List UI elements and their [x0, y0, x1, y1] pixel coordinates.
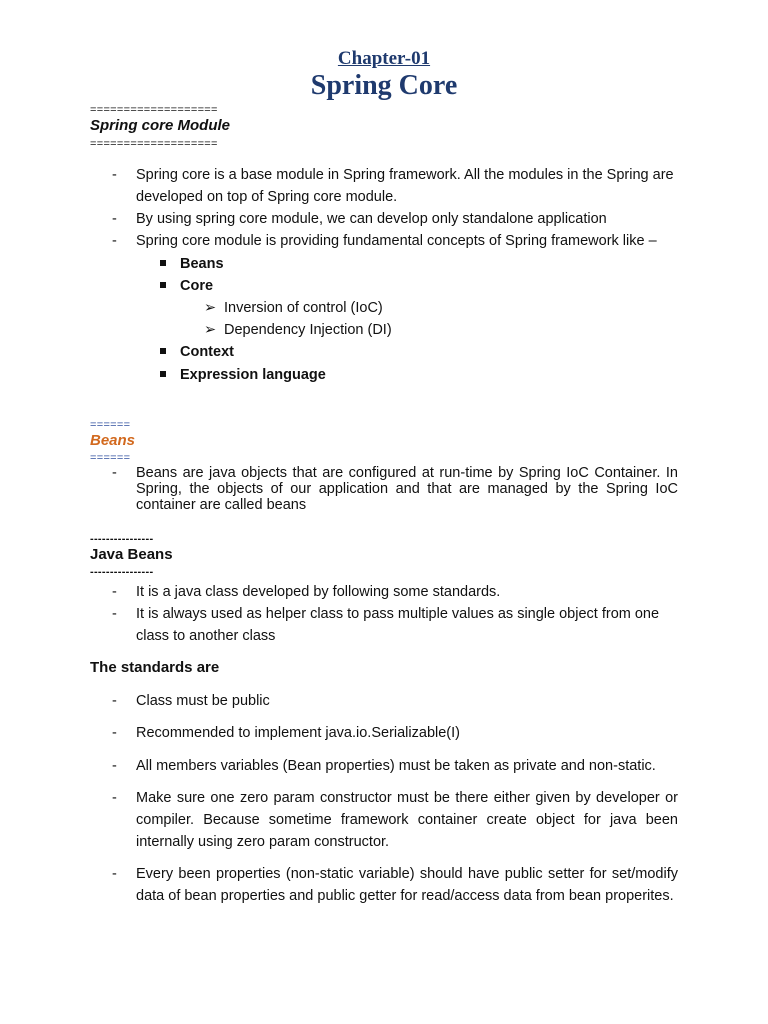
bullet-item — [160, 275, 213, 297]
list-item-text: Class must be public — [136, 693, 270, 709]
dash-marker: - — [112, 866, 117, 882]
arrow-bullet-icon: ➢ — [204, 322, 217, 338]
list-item-text: All members variables (Bean properties) must be taken as private and non-static. — [136, 758, 656, 774]
bullet-text: Beans — [180, 256, 224, 272]
sub-bullet-item — [204, 319, 392, 341]
list-item — [112, 164, 678, 208]
bullet-text: Expression language — [180, 367, 326, 383]
dash-marker: - — [112, 167, 117, 183]
section-rule: ====== — [90, 419, 131, 431]
square-bullet-icon — [160, 282, 166, 288]
sub-bullet-item — [204, 297, 383, 319]
section-rule: ---------------- — [90, 566, 154, 578]
bullet-item — [160, 253, 224, 275]
square-bullet-icon — [160, 371, 166, 377]
list-item — [112, 603, 678, 647]
bullet-item — [160, 364, 326, 386]
sub-bullet-text: Dependency Injection (DI) — [224, 322, 392, 338]
list-item — [112, 465, 678, 513]
dash-marker: - — [112, 584, 117, 600]
list-item-text: Every been properties (non-static variable) should have public setter for set/modify data of bean properties and public getter for read/access data from bean properites. — [136, 866, 678, 904]
list-item-text: It is a java class developed by following some standards. — [136, 584, 501, 600]
section-rule: ====== — [90, 452, 131, 464]
bullet-text: Core — [180, 278, 214, 294]
list-item-text: It is always used as helper class to pass multiple values as single object from one class to another class — [136, 606, 660, 644]
dash-marker: - — [112, 606, 117, 622]
section-rule: ---------------- — [90, 533, 154, 545]
section-heading-java-beans: Java Beans — [90, 546, 173, 563]
arrow-bullet-icon: ➢ — [204, 300, 217, 316]
dash-marker: - — [112, 693, 117, 709]
dash-marker: - — [112, 233, 117, 249]
list-item — [112, 863, 678, 929]
bullet-text: Context — [180, 344, 234, 360]
list-item — [112, 787, 678, 853]
list-item — [112, 208, 678, 230]
chapter-label: Chapter-01 — [337, 48, 431, 69]
list-item-text: Recommended to implement java.io.Serializable(I) — [136, 725, 460, 741]
square-bullet-icon — [160, 260, 166, 266]
sub-bullet-text: Inversion of control (IoC) — [224, 300, 383, 316]
square-bullet-icon — [160, 348, 166, 354]
list-item — [112, 230, 678, 252]
list-item — [112, 755, 678, 777]
dash-marker: - — [112, 465, 117, 481]
section-rule: =================== — [90, 138, 218, 150]
dash-marker: - — [112, 725, 117, 741]
dash-marker: - — [112, 211, 117, 227]
section-heading-standards: The standards are — [90, 659, 220, 676]
bullet-item — [160, 341, 234, 363]
list-item-text: Spring core is a base module in Spring framework. All the modules in the Spring are developed on top of Spring core module. — [136, 167, 674, 205]
list-item — [112, 581, 678, 603]
section-rule: =================== — [90, 104, 218, 116]
dash-marker: - — [112, 790, 117, 806]
list-item-text: By using spring core module, we can develop only standalone application — [136, 211, 607, 227]
list-item — [112, 722, 678, 744]
list-item-text: Beans are java objects that are configured at run-time by Spring IoC Container. In Spring, the objects of our application and that are managed by the Spring IoC container are called beans — [136, 465, 678, 513]
list-item-text: Spring core module is providing fundamental concepts of Spring framework like – — [136, 233, 657, 249]
section-heading-spring-core: Spring core Module — [90, 117, 231, 134]
section-heading-beans: Beans — [90, 432, 136, 449]
dash-marker: - — [112, 758, 117, 774]
list-item — [112, 690, 678, 712]
page-title: Spring Core — [310, 70, 458, 101]
list-item-text: Make sure one zero param constructor must be there either given by developer or compiler. Because sometime framework container create object for java been internally using zero param constructor. — [136, 790, 678, 850]
